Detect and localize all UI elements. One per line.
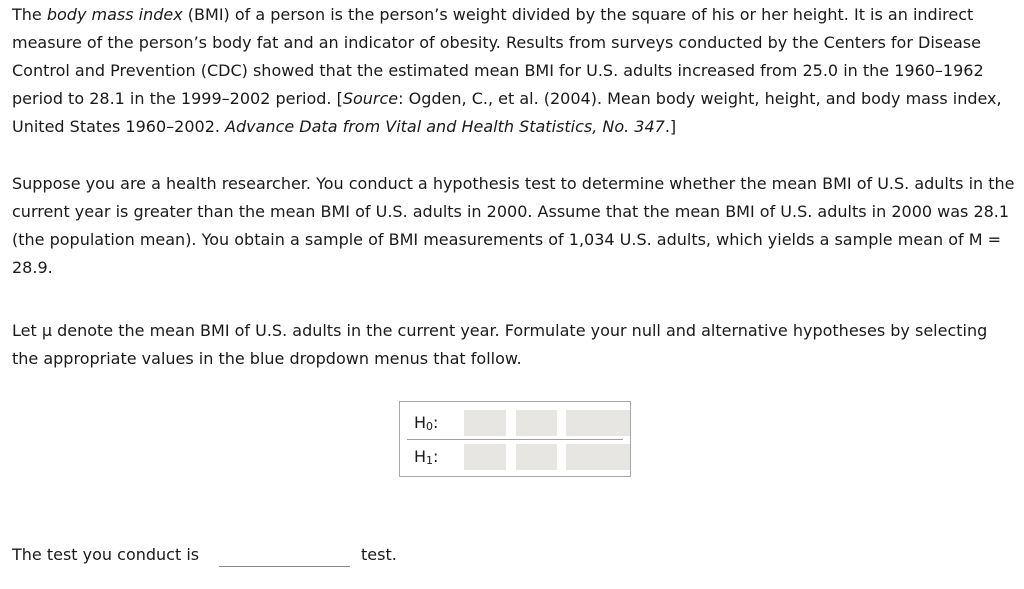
intro-journal: Advance Data from Vital and Health Statistics, No. 347 [225, 117, 665, 136]
test-type-underline [219, 566, 350, 567]
null-hypothesis-row [400, 408, 630, 438]
test-type-dropdown[interactable] [219, 546, 350, 568]
intro-paragraph [12, 1, 1017, 141]
hypotheses-divider [407, 439, 623, 440]
h0-colon: : [433, 413, 439, 432]
alternative-hypothesis-row [400, 442, 630, 472]
h0-operator-dropdown[interactable] [516, 410, 557, 436]
h0-subscript: 0 [426, 420, 434, 433]
intro-text: (BMI) of a person is the person’s weight divided by the square of his or her height. It is an indirect measure of the person’s body fat and an indicator of obesity. Results from surveys conducted by the Centers for Disease Control and Prevention (CDC) showed that the estimated mean BMI for U.S. adults increased from 25.0 in the 1960–1962 period to 28.1 in the 1999–2002 period. [ [12, 5, 984, 108]
h0-parameter-dropdown[interactable] [464, 410, 506, 436]
scenario-paragraph [12, 170, 1017, 282]
null-hypothesis-label [414, 412, 438, 438]
h0-letter: H [414, 413, 427, 432]
h1-letter: H [414, 447, 427, 466]
h1-operator-dropdown[interactable] [516, 444, 557, 470]
scenario-text: Suppose you are a health researcher. You conduct a hypothesis test to determine whether the mean BMI of U.S. adults in the current year is greater than the mean BMI of U.S. adults in 2000. Assume that the mean BMI of U.S. adults in 2000 was 28.1 (the population mean). You obtain a sample of BMI measurements of 1,034 U.S. adults, which yields a sample mean of M = 28.9. [12, 174, 1015, 277]
alternative-hypothesis-label [414, 446, 438, 472]
h1-parameter-dropdown[interactable] [464, 444, 506, 470]
h1-subscript: 1 [426, 454, 434, 467]
hypotheses-box [399, 401, 631, 477]
intro-text: The [12, 5, 47, 24]
test-question-prefix: The test you conduct is [12, 545, 200, 564]
h1-value-dropdown[interactable] [566, 444, 630, 470]
intro-source-label: Source [342, 89, 399, 108]
intro-citation: : Ogden, C., et al. (2004). Mean body weight, height, and body mass index, United States 1960–2002. [12, 89, 1002, 136]
intro-term: body mass index [46, 5, 183, 24]
intro-text: .] [664, 117, 677, 136]
h1-colon: : [433, 447, 439, 466]
test-question-suffix: test. [361, 545, 397, 564]
h0-value-dropdown[interactable] [566, 410, 630, 436]
instruction-paragraph [12, 317, 1017, 373]
instruction-text: Let μ denote the mean BMI of U.S. adults in the current year. Formulate your null and alternative hypotheses by selecting the appropriate values in the blue dropdown menus that follow. [12, 321, 988, 368]
